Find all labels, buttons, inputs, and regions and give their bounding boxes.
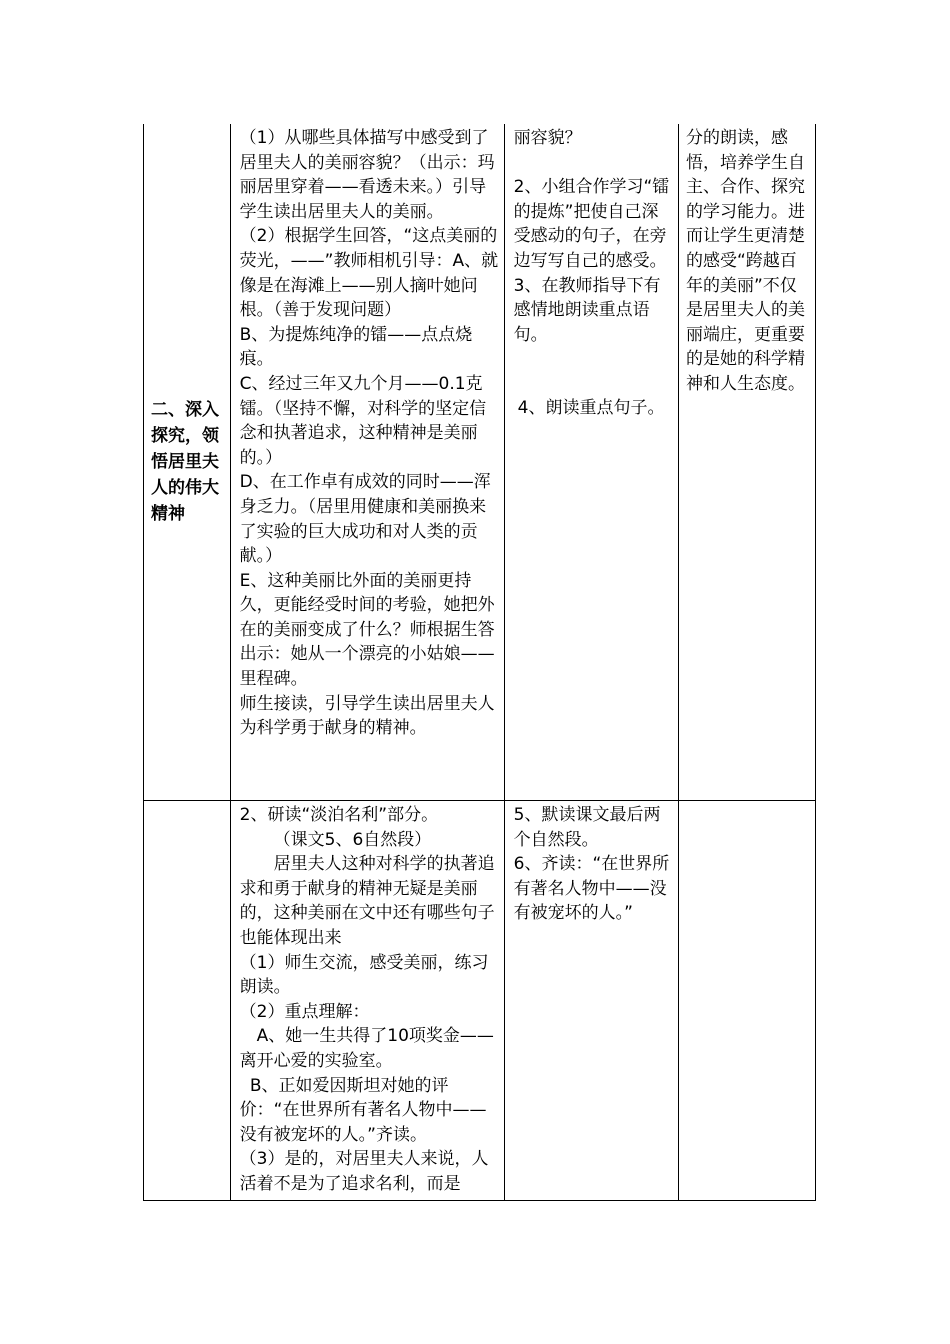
student-paragraph: 5、默读课文最后两个自然段。 — [513, 805, 661, 850]
student-paragraph: 丽容貌？ — [513, 128, 582, 148]
teacher-activity-cell — [230, 124, 504, 801]
teacher-paragraph: （2）重点理解： — [239, 1001, 370, 1022]
student-paragraph: 2、小组合作学习“镭的提炼”把使自己深受感动的句子，在旁边写写自己的感受。 — [513, 177, 670, 271]
teacher-paragraph: 师生接读，引导学生读出居里夫人为科学勇于献身的精神。 — [239, 693, 495, 739]
student-activity-cell — [504, 801, 678, 1201]
teacher-activity-cell — [230, 801, 504, 1201]
student-activity-cell — [504, 124, 678, 801]
table-row — [144, 124, 816, 801]
teacher-paragraph: B、正如爱因斯坦对她的评价：“在世界所有著名人物中——没有被宠坏的人。”齐读。 — [239, 1075, 487, 1145]
stage-title-cell — [144, 801, 231, 1201]
student-paragraph: 6、齐读：“在世界所有著名人物中——没有被宠坏的人。” — [513, 854, 670, 924]
teacher-paragraph: B、为提炼纯净的镭——点点烧痕。 — [239, 324, 473, 370]
design-intent-cell — [678, 801, 815, 1201]
teacher-paragraph: D、在工作卓有成效的同时——浑身乏力。（居里用健康和美丽换来了实验的巨大成功和对人类的贡献。） — [239, 472, 491, 567]
teacher-paragraph: （3）是的，对居里夫人来说，人活着不是为了追求名利，而是 — [239, 1149, 489, 1194]
stage-title-cell: 二、深入探究，领悟居里夫人的伟大精神 — [144, 124, 231, 801]
teacher-paragraph: 2、研读“淡泊名利”部分。 — [239, 805, 439, 825]
teacher-paragraph: A、她一生共得了10项奖金——离开心爱的实验室。 — [239, 1026, 494, 1071]
spacer — [514, 151, 674, 176]
student-paragraph: 3、在教师指导下有感情地朗读重点语句。 — [513, 275, 661, 345]
table-row — [144, 801, 816, 1201]
teacher-paragraph: （课文5、6自然段） — [273, 829, 432, 850]
teacher-paragraph: E、这种美丽比外面的美丽更持久，更能经受时间的考验，她把外在的美丽变成了什么？师根据生答出示：她从一个漂亮的小姑娘——里程碑。 — [239, 570, 495, 690]
design-intent-cell: 分的朗读，感悟，培养学生自主、合作、探究的学习能力。进而让学生更清楚的感受“跨越百年的美丽”不仅是居里夫人的美丽端庄，更重要的是她的科学精神和人生态度。 — [678, 124, 815, 801]
teacher-paragraph: （1）师生交流，感受美丽，练习朗读。 — [239, 952, 489, 998]
teacher-paragraph: （2）根据学生回答，“这点美丽的荧光，——”教师相机引导：A、就像是在海滩上——别人摘叶她问根。（善于发现问题） — [239, 226, 499, 321]
teacher-paragraph: 居里夫人这种对科学的执著追求和勇于献身的精神无疑是美丽的，这种美丽在文中还有哪些句子也能体现出来 — [239, 854, 495, 948]
teacher-paragraph: （1）从哪些具体描写中感受到了居里夫人的美丽容貌？（出示：玛丽居里穿着——看透未来。）引导学生读出居里夫人的美丽。 — [239, 128, 495, 222]
student-paragraph: 4、朗读重点句子。 — [517, 398, 665, 419]
teacher-paragraph: C、经过三年又九个月——0.1克镭。（坚持不懈，对科学的坚定信念和执著追求，这种精神是美丽的。） — [239, 373, 487, 468]
lesson-plan-table — [143, 124, 816, 1201]
spacer — [514, 347, 674, 396]
